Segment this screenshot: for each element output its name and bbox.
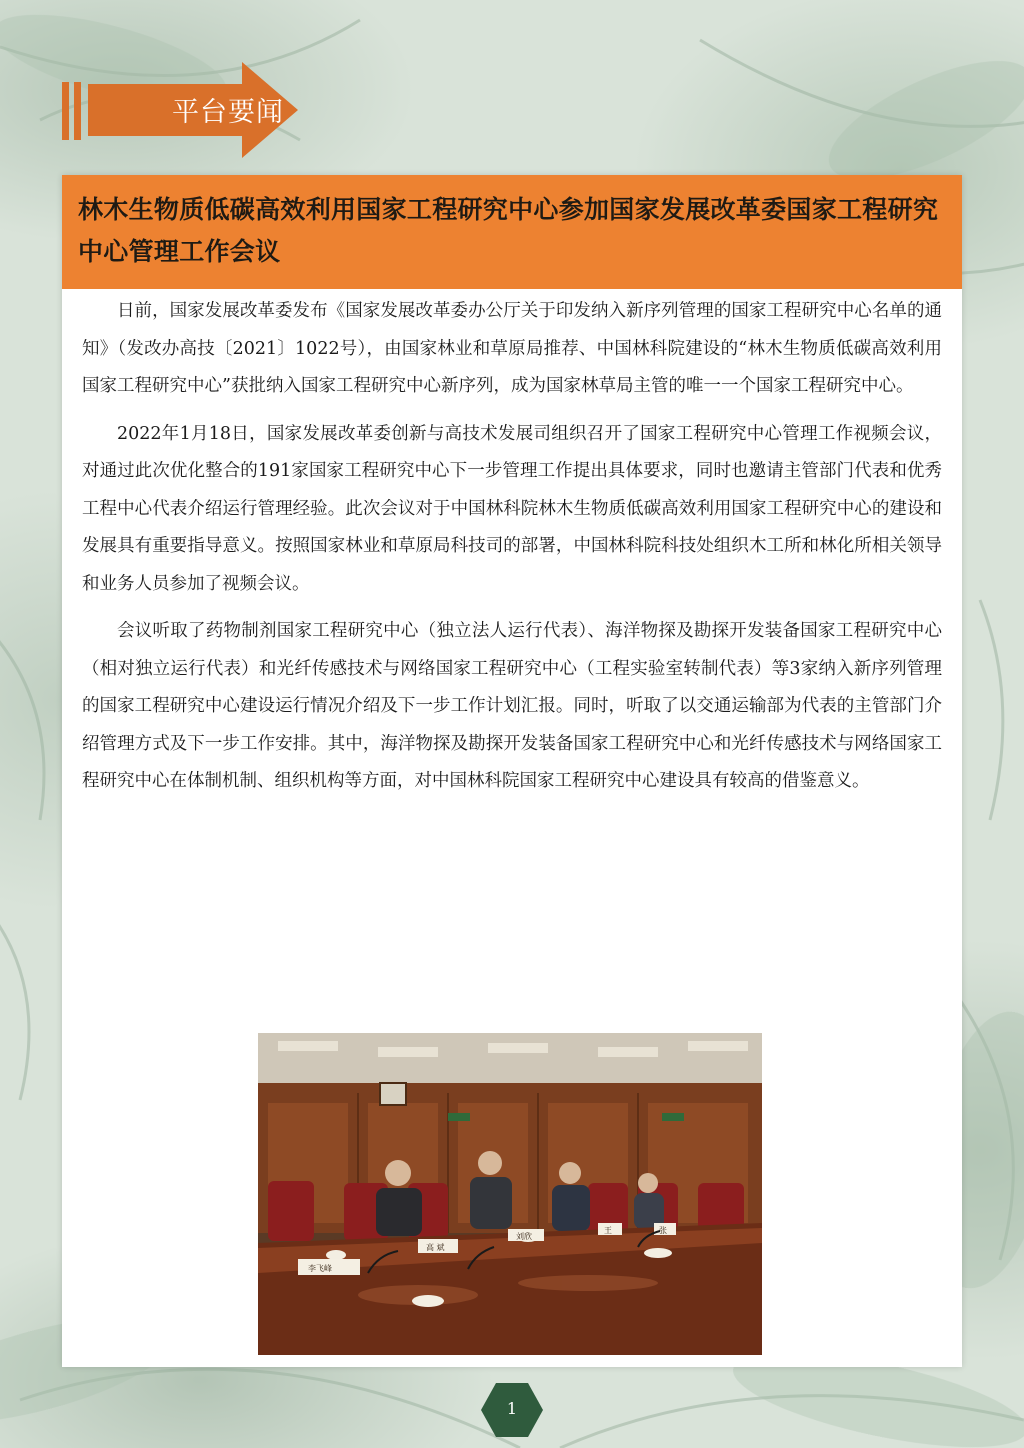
page-number-badge	[479, 1381, 545, 1439]
meeting-photo	[258, 1033, 762, 1355]
article-title: 林木生物质低碳高效利用国家工程研究中心参加国家发展改革委国家工程研究中心管理工作会议	[78, 195, 939, 266]
name-card-text: 李飞峰	[308, 1264, 332, 1273]
name-card-text: 高 斌	[426, 1243, 445, 1252]
article-paragraph: 会议听取了药物制剂国家工程研究中心（独立法人运行代表）、海洋物探及勘探开发装备国家工程研究中心（相对独立运行代表）和光纤传感技术与网络国家工程研究中心（工程实验室转制代表）等3家纳入新序列管理的国家工程研究中心建设运行情况介绍及下一步工作计划汇报。同时，听取了以交通运输部为代表的主管部门介绍管理方式及下一步工作安排。其中，海洋物探及勘探开发装备国家工程研究中心和光纤传感技术与网络国家工程研究中心在体制机制、组织机构等方面，对中国林科院国家工程研究中心建设具有较高的借鉴意义。	[82, 621, 942, 791]
name-card-text: 刘欣	[516, 1232, 532, 1241]
name-card-text: 张	[659, 1226, 667, 1235]
section-label: 平台要闻	[172, 97, 284, 128]
article-title-bar	[62, 175, 962, 289]
article-paragraph: 2022年1月18日，国家发展改革委创新与高技术发展司组织召开了国家工程研究中心管理工作视频会议，对通过此次优化整合的191家国家工程研究中心下一步管理工作提出具体要求，同时也邀请主管部门代表和优秀工程中心代表介绍运行管理经验。此次会议对于中国林科院林木生物质低碳高效利用国家工程研究中心的建设和发展具有重要指导意义。按照国家林业和草原局科技司的部署，中国林科院科技处组织木工所和林化所相关领导和业务人员参加了视频会议。	[82, 423, 942, 594]
article-paragraph: 日前，国家发展改革委发布《国家发展改革委办公厅关于印发纳入新序列管理的国家工程研究中心名单的通知》（发改办高技〔2021〕1022号），由国家林业和草原局推荐、中国林科院建设的“林木生物质低碳高效利用国家工程研究中心”获批纳入国家工程研究中心新序列，成为国家林草局主管的唯一一个国家工程研究中心。	[82, 301, 942, 396]
page-number: 1	[506, 1399, 518, 1418]
article-body	[82, 293, 942, 811]
name-card-text: 王	[604, 1226, 612, 1235]
section-tag	[62, 62, 302, 158]
article-card	[62, 175, 962, 1367]
